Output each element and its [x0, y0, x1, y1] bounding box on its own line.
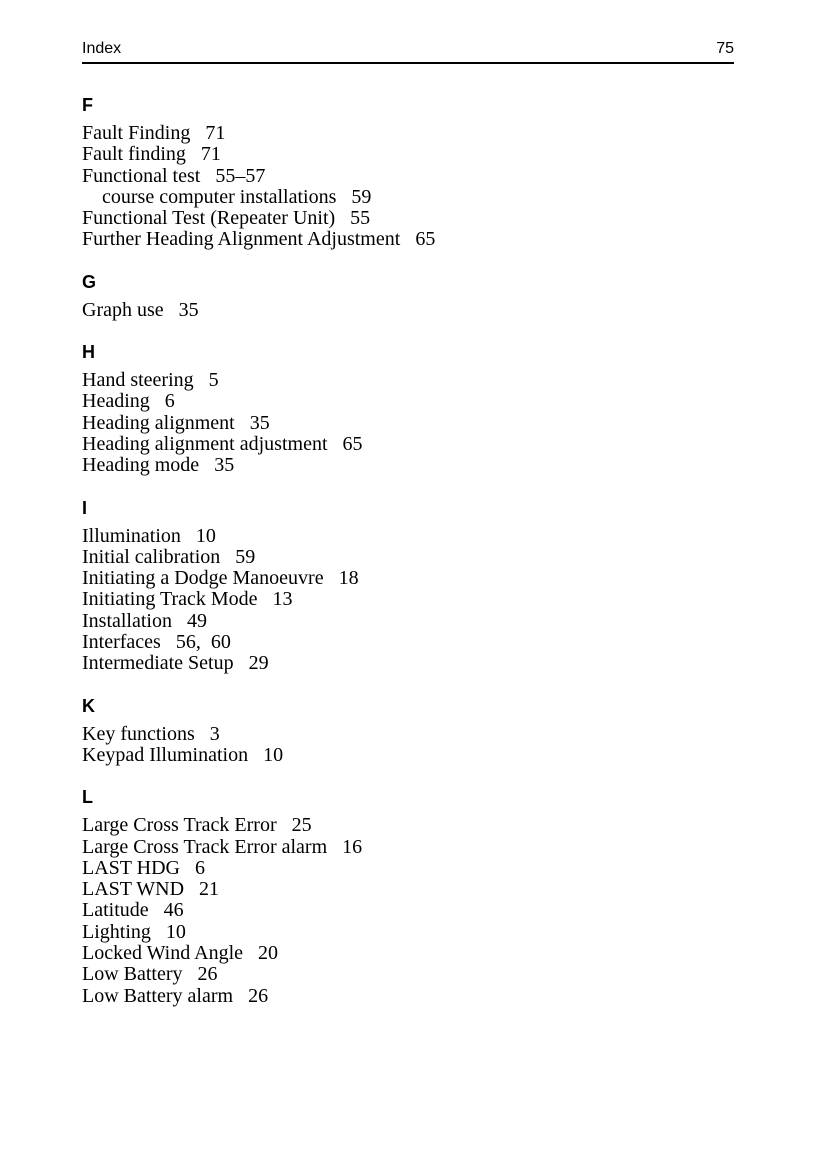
index-section-h — [82, 343, 756, 476]
entry-page-number: 25 — [291, 814, 312, 837]
entry-page-number: 56, 60 — [175, 631, 231, 654]
entry-term: Illumination — [82, 524, 181, 547]
entry-page-number: 10 — [165, 920, 186, 943]
entry-page-number: 3 — [209, 722, 220, 745]
entry-term: Low Battery alarm — [82, 984, 234, 1007]
index-entry — [82, 922, 756, 943]
entry-page-number: 16 — [342, 835, 363, 858]
entry-page-number: 35 — [249, 411, 270, 434]
entry-page-number: 59 — [235, 545, 256, 568]
index-section-f — [82, 96, 756, 251]
entry-term: LAST WND — [82, 878, 185, 901]
index-entry — [82, 986, 756, 1007]
entry-term: Heading alignment — [82, 411, 235, 434]
index-entry — [82, 144, 756, 165]
index-section-i — [82, 499, 756, 675]
entry-term: Further Heading Alignment Adjustment — [82, 228, 401, 251]
index-entry — [82, 900, 756, 921]
index-entry — [82, 434, 756, 455]
section-letter: L — [82, 787, 93, 808]
entry-page-number: 13 — [272, 588, 293, 611]
entry-term: Large Cross Track Error — [82, 814, 277, 837]
entry-term: Fault finding — [82, 143, 186, 166]
entry-page-number: 21 — [199, 878, 220, 901]
section-letter: F — [82, 95, 93, 115]
page-header — [82, 40, 734, 64]
entry-term: Functional test — [82, 164, 201, 187]
index-section-g — [82, 273, 756, 321]
entry-term: Heading — [82, 390, 150, 413]
entry-term: Graph use — [82, 298, 164, 321]
entry-term: Latitude — [82, 899, 149, 922]
entry-page-number: 18 — [338, 567, 359, 590]
index-section-k — [82, 697, 756, 767]
entry-page-number: 55 — [350, 207, 371, 230]
index-entry — [82, 547, 756, 568]
entry-page-number: 55–57 — [215, 164, 266, 187]
entry-page-number: 65 — [415, 228, 436, 251]
index-entry — [82, 229, 756, 250]
index-entry — [82, 208, 756, 229]
index-entry — [82, 391, 756, 412]
entry-term: course computer installations — [102, 185, 337, 208]
entry-term: Low Battery — [82, 963, 183, 986]
entry-term: LAST HDG — [82, 856, 180, 879]
section-letter: I — [82, 497, 88, 518]
entry-term: Functional Test (Repeater Unit) — [82, 207, 336, 230]
section-letter: H — [82, 342, 95, 363]
entry-term: Key functions — [82, 722, 195, 745]
entry-term: Installation — [82, 609, 172, 632]
index-entry — [82, 858, 756, 879]
entry-page-number: 65 — [342, 432, 363, 455]
entry-term: Large Cross Track Error alarm — [82, 835, 328, 858]
index-entry — [82, 589, 756, 610]
entry-page-number: 6 — [194, 856, 205, 879]
header-title: Index — [82, 40, 122, 57]
index-entry — [82, 964, 756, 985]
index-section-l — [82, 788, 756, 1007]
index-entry — [82, 879, 756, 900]
entry-term: Lighting — [82, 920, 151, 943]
index-entry — [82, 300, 756, 321]
entry-term: Locked Wind Angle — [82, 942, 244, 965]
index-entry — [82, 413, 756, 434]
section-letter: K — [82, 695, 95, 716]
index-entry — [82, 187, 756, 208]
index-content — [82, 96, 756, 1007]
index-entry — [82, 526, 756, 547]
index-entry — [82, 724, 756, 745]
entry-page-number: 35 — [214, 454, 235, 477]
index-entry — [82, 123, 756, 144]
header-page-number: 75 — [716, 40, 734, 57]
entry-term: Heading alignment adjustment — [82, 432, 328, 455]
entry-term: Heading mode — [82, 454, 200, 477]
entry-page-number: 10 — [263, 743, 284, 766]
entry-page-number: 49 — [186, 609, 207, 632]
entry-term: Intermediate Setup — [82, 652, 234, 675]
entry-page-number: 10 — [195, 524, 216, 547]
entry-term: Initial calibration — [82, 545, 221, 568]
entry-term: Keypad Illumination — [82, 743, 249, 766]
entry-term: Hand steering — [82, 369, 194, 392]
index-entry — [82, 837, 756, 858]
index-entry — [82, 943, 756, 964]
index-entry — [82, 455, 756, 476]
entry-page-number: 71 — [205, 122, 226, 144]
index-entry — [82, 611, 756, 632]
index-entry — [82, 653, 756, 674]
index-entry — [82, 745, 756, 766]
entry-page-number: 5 — [208, 369, 219, 392]
index-entry — [82, 568, 756, 589]
entry-page-number: 26 — [197, 963, 218, 986]
entry-page-number: 6 — [164, 390, 175, 413]
entry-term: Initiating Track Mode — [82, 588, 258, 611]
index-entry — [82, 166, 756, 187]
index-entry — [82, 632, 756, 653]
index-entry — [82, 370, 756, 391]
entry-page-number: 29 — [248, 652, 269, 675]
entry-page-number: 46 — [163, 899, 184, 922]
entry-term: Fault Finding — [82, 122, 191, 144]
entry-term: Interfaces — [82, 631, 161, 654]
entry-page-number: 20 — [258, 942, 279, 965]
section-letter: G — [82, 271, 97, 292]
entry-page-number: 71 — [200, 143, 221, 166]
entry-term: Initiating a Dodge Manoeuvre — [82, 567, 324, 590]
index-entry — [82, 815, 756, 836]
entry-page-number: 35 — [178, 298, 199, 321]
entry-page-number: 59 — [351, 185, 372, 208]
entry-page-number: 26 — [248, 984, 269, 1007]
